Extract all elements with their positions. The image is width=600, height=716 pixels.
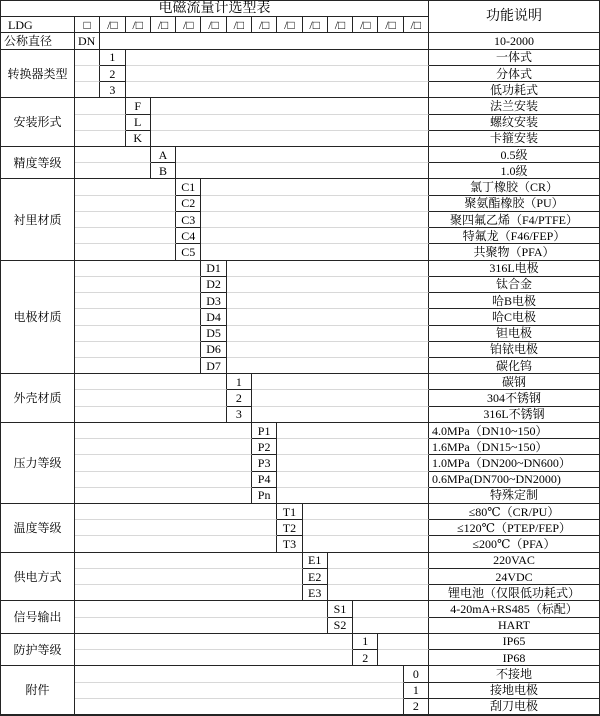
option-code: D3 [201,293,226,309]
grid-empty-cell [75,618,328,634]
option-code: C4 [176,228,201,244]
model-slot-12: /□ [378,17,403,33]
grid-empty-cell [75,228,176,244]
section-label: 供电方式 [1,553,75,602]
grid-empty-cell [353,618,429,634]
option-code: T3 [277,536,302,552]
option-desc: ≤80℃（CR/PU） [429,504,599,520]
grid-empty-cell [126,66,429,82]
option-desc: 共聚物（PFA） [429,244,599,260]
grid-empty-cell [75,699,404,715]
option-desc: 锂电池（仅限低功耗式） [429,585,599,601]
section-label: 安装形式 [1,98,75,147]
grid-empty-cell [201,179,429,195]
option-code: T1 [277,504,302,520]
grid-empty-cell [75,293,201,309]
grid-empty-cell [75,98,126,114]
section-label: 转换器类型 [1,50,75,99]
option-desc: 聚氨酯橡胶（PU） [429,196,599,212]
grid-empty-cell [75,634,353,650]
grid-empty-cell [75,455,252,471]
function-column-header: 功能说明 [429,1,599,33]
grid-empty-cell [378,634,429,650]
grid-empty-cell [75,244,176,260]
section-label: 信号输出 [1,601,75,633]
option-desc: 304不锈钢 [429,390,599,406]
model-slot-10: /□ [328,17,353,33]
section-label: 压力等级 [1,423,75,504]
grid-empty-cell [75,277,201,293]
grid-empty-cell [75,374,227,390]
option-desc: 低功耗式 [429,82,599,98]
grid-empty-cell [75,196,176,212]
section-label: 公称直径 [1,33,75,49]
grid-empty-cell [126,82,429,98]
option-desc: 1.0MPa（DN200~DN600） [429,455,599,471]
grid-empty-cell [75,601,328,617]
option-desc: 氯丁橡胶（CR） [429,179,599,195]
option-code: D5 [201,326,226,342]
option-desc: 316L不锈钢 [429,407,599,423]
model-slot-2: /□ [126,17,151,33]
option-desc: 钛合金 [429,277,599,293]
option-code: C2 [176,196,201,212]
grid-empty-cell [227,358,429,374]
model-slot-13: /□ [404,17,429,33]
option-code: D1 [201,261,226,277]
option-code: L [126,115,151,131]
grid-empty-cell [227,309,429,325]
section-label: 电极材质 [1,261,75,375]
option-desc: 220VAC [429,553,599,569]
grid-empty-cell [227,293,429,309]
grid-empty-cell [201,244,429,260]
option-code: D2 [201,277,226,293]
option-code: P2 [252,439,277,455]
grid-empty-cell [353,601,429,617]
option-code: 1 [227,374,252,390]
option-desc: ≤200℃（PFA） [429,536,599,552]
model-code-box: □ [75,17,100,33]
grid-empty-cell [277,472,429,488]
grid-empty-cell [75,569,303,585]
section-label: 衬里材质 [1,179,75,260]
grid-empty-cell [75,553,303,569]
section-label: 防护等级 [1,634,75,666]
grid-empty-cell [75,472,252,488]
option-code: D7 [201,358,226,374]
grid-empty-cell [151,98,429,114]
option-code: E1 [303,553,328,569]
grid-empty-cell [75,585,303,601]
grid-empty-cell [151,131,429,147]
grid-empty-cell [328,553,429,569]
option-desc: 0.5级 [429,147,599,163]
option-code: C3 [176,212,201,228]
grid-empty-cell [201,196,429,212]
grid-empty-cell [75,66,100,82]
grid-empty-cell [75,439,252,455]
grid-empty-cell [252,374,429,390]
option-desc: 0.6MPa(DN700~DN2000) [429,472,599,488]
option-code: E3 [303,585,328,601]
grid-empty-cell [378,650,429,666]
grid-empty-cell [75,650,353,666]
option-code: K [126,131,151,147]
model-slot-1: /□ [100,17,125,33]
option-desc: 钽电极 [429,326,599,342]
grid-empty-cell [277,488,429,504]
model-slot-6: /□ [227,17,252,33]
grid-empty-cell [227,277,429,293]
grid-empty-cell [328,585,429,601]
grid-empty-cell [75,147,151,163]
option-desc: 10-2000 [429,33,599,49]
model-slot-8: /□ [277,17,302,33]
option-desc: 特氟龙（F46/FEP） [429,228,599,244]
option-code: 1 [353,634,378,650]
option-code: 2 [404,699,429,715]
model-slot-7: /□ [252,17,277,33]
grid-empty-cell [75,115,126,131]
grid-empty-cell [252,390,429,406]
grid-empty-cell [303,536,429,552]
option-code: F [126,98,151,114]
grid-empty-cell [75,358,201,374]
option-desc: 4.0MPa（DN10~150） [429,423,599,439]
model-slot-9: /□ [303,17,328,33]
option-desc: 特殊定制 [429,488,599,504]
option-desc: 不接地 [429,666,599,682]
option-desc: 法兰安装 [429,98,599,114]
option-code: 3 [227,407,252,423]
option-code: E2 [303,569,328,585]
option-code: 3 [100,82,125,98]
section-label: 精度等级 [1,147,75,179]
option-desc: 刮刀电极 [429,699,599,715]
grid-empty-cell [75,309,201,325]
option-code: 1 [100,50,125,66]
option-desc: 铂铱电极 [429,342,599,358]
grid-empty-cell [75,536,277,552]
option-desc: 聚四氟乙烯（F4/PTFE） [429,212,599,228]
option-desc: 4-20mA+RS485（标配） [429,601,599,617]
option-desc: 1.0级 [429,163,599,179]
grid-empty-cell [75,666,404,682]
grid-empty-cell [75,179,176,195]
option-desc: IP68 [429,650,599,666]
option-desc: 1.6MPa（DN15~150） [429,439,599,455]
option-desc: 碳钢 [429,374,599,390]
option-desc: HART [429,618,599,634]
model-slot-5: /□ [201,17,226,33]
grid-empty-cell [227,261,429,277]
grid-empty-cell [328,569,429,585]
option-desc: ≤120℃（PTEP/FEP） [429,520,599,536]
grid-empty-cell [75,488,252,504]
option-code: B [151,163,176,179]
option-desc: 分体式 [429,66,599,82]
grid-empty-cell [277,439,429,455]
model-slot-11: /□ [353,17,378,33]
grid-empty-cell [303,520,429,536]
grid-empty-cell [176,147,429,163]
option-code: 2 [353,650,378,666]
option-code: DN [75,33,100,49]
grid-empty-cell [227,326,429,342]
grid-empty-cell [75,82,100,98]
option-desc: 接地电极 [429,683,599,699]
grid-empty-cell [75,407,227,423]
table-title: 电磁流量计选型表 [1,1,429,17]
grid-empty-cell [201,212,429,228]
option-code: 2 [227,390,252,406]
grid-empty-cell [201,228,429,244]
grid-empty-cell [75,390,227,406]
model-slot-3: /□ [151,17,176,33]
option-code: D4 [201,309,226,325]
option-desc: 一体式 [429,50,599,66]
grid-empty-cell [75,163,151,179]
option-code: T2 [277,520,302,536]
section-label: 附件 [1,666,75,715]
option-code: C5 [176,244,201,260]
section-label: 温度等级 [1,504,75,553]
grid-empty-cell [75,131,126,147]
grid-empty-cell [151,115,429,131]
option-code: P3 [252,455,277,471]
option-code: A [151,147,176,163]
option-code: 1 [404,683,429,699]
section-label: 外壳材质 [1,374,75,423]
option-code: 2 [100,66,125,82]
option-code: C1 [176,179,201,195]
option-desc: 316L电极 [429,261,599,277]
option-desc: 螺纹安装 [429,115,599,131]
option-code: P4 [252,472,277,488]
option-code: Pn [252,488,277,504]
grid-empty-cell [252,407,429,423]
grid-empty-cell [75,261,201,277]
grid-empty-cell [176,163,429,179]
grid-empty-cell [100,33,429,49]
grid-empty-cell [75,342,201,358]
grid-empty-cell [75,326,201,342]
grid-empty-cell [277,423,429,439]
model-prefix: LDG [1,17,75,33]
grid-empty-cell [75,504,277,520]
grid-empty-cell [303,504,429,520]
option-desc: IP65 [429,634,599,650]
option-code: D6 [201,342,226,358]
option-desc: 哈C电极 [429,309,599,325]
grid-empty-cell [75,520,277,536]
grid-empty-cell [75,212,176,228]
grid-empty-cell [227,342,429,358]
option-code: P1 [252,423,277,439]
option-desc: 哈B电极 [429,293,599,309]
grid-empty-cell [75,683,404,699]
model-slot-4: /□ [176,17,201,33]
grid-empty-cell [277,455,429,471]
option-desc: 24VDC [429,569,599,585]
option-desc: 碳化钨 [429,358,599,374]
option-code: S2 [328,618,353,634]
grid-empty-cell [75,50,100,66]
option-code: 0 [404,666,429,682]
option-code: S1 [328,601,353,617]
option-desc: 卡箍安装 [429,131,599,147]
grid-empty-cell [126,50,429,66]
grid-empty-cell [75,423,252,439]
